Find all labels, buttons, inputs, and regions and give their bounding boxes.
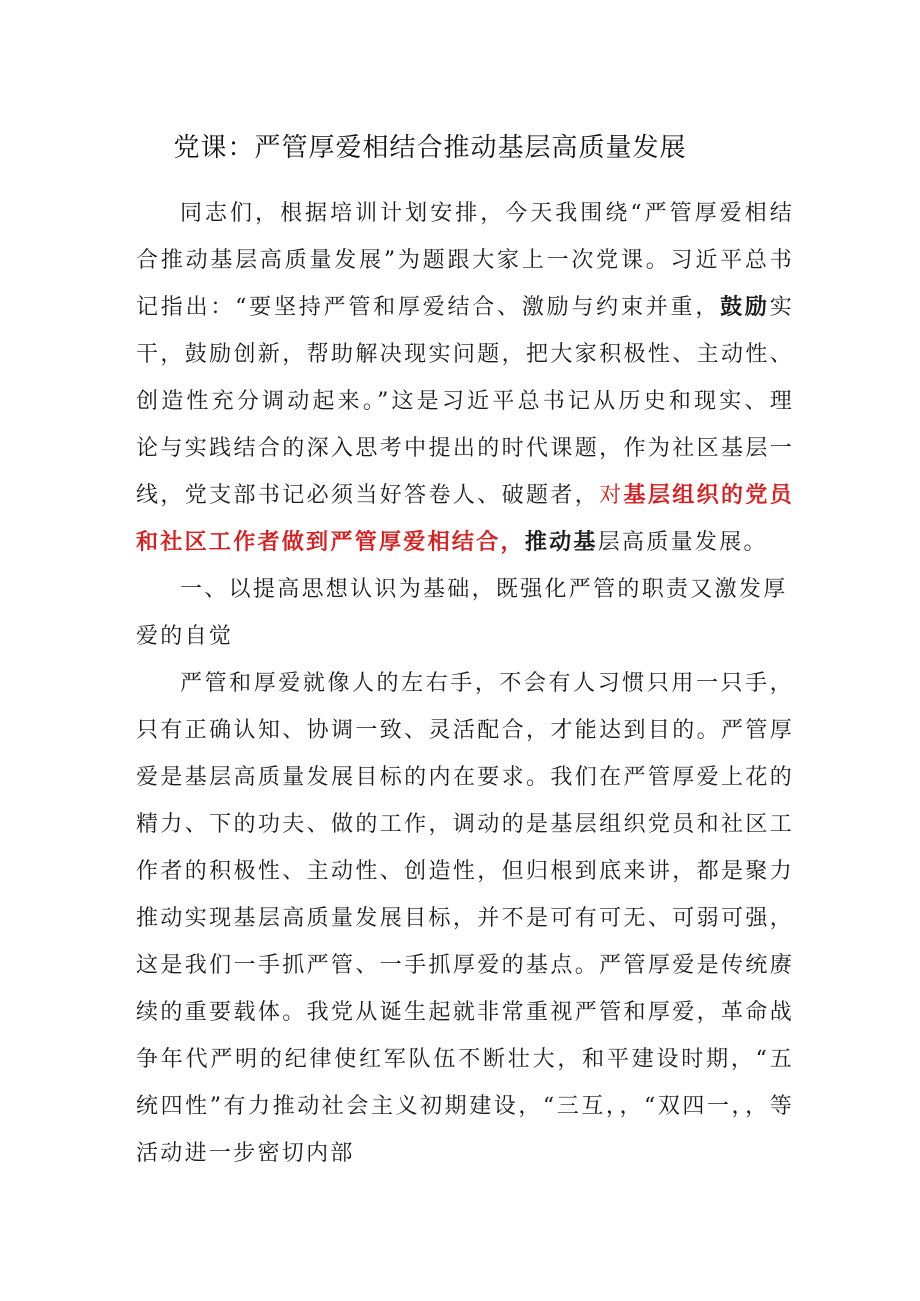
section-heading-1: 一、以提高思想认识为基础，既强化严管的职责又激发厚爱的自觉 (136, 577, 788, 649)
intro-red-lead: 对 (599, 483, 624, 508)
intro-text-2: 实干，鼓励创新，帮助解决现实问题，把大家积极性、主动性、创造性充分调动起来。”这是习近平总书记从历史和现实、理论与实践结合的深入思考中提出的时代课题，作为社区基层一线，党支部书记必须当好答卷人、破题者， (136, 295, 794, 508)
document-title: 党课：严管厚爱相结合推动基层高质量发展 (173, 133, 687, 163)
intro-text-3: 层高质量发展。 (597, 530, 768, 555)
section-paragraph-1: 严管和厚爱就像人的左右手，不会有人习惯只用一只手，只有正确认知、协调一致、灵活配合，才能达到目的。严管厚爱是基层高质量发展目标的内在要求。我们在严管厚爱上花的精力、下的功夫、做的工作，调动的是基层组织党员和社区工作者的积极性、主动性、创造性，但归根到底来讲，都是聚力推动实现基层高质量发展目标，并不是可有可无、可弱可强，这是我们一手抓严管、一手抓厚爱的基点。严管厚爱是传统赓续的重要载体。我党从诞生起就非常重视严管和厚爱，革命战争年代严明的纪律使红军队伍不断壮大，和平建设时期，“五统四性”有力推动社会主义初期建设，“三互，，“双四一，，等活动进一步密切内部 (136, 671, 794, 1166)
intro-paragraph (136, 190, 794, 566)
intro-text-1: 同志们，根据培训计划安排，今天我围绕“严管厚爱相结合推动基层高质量发展”为题跟大家上一次党课。习近平总书记指出：“要坚持严管和厚爱结合、激励与约束并重， (136, 201, 794, 320)
intro-red-highlight: 基层组织的党员和社区工作者做到严管厚爱相结合， (136, 482, 794, 555)
document-body (136, 190, 794, 1177)
intro-bold-push: 推动基 (524, 529, 598, 555)
intro-bold-encourage: 鼓励 (720, 294, 770, 320)
